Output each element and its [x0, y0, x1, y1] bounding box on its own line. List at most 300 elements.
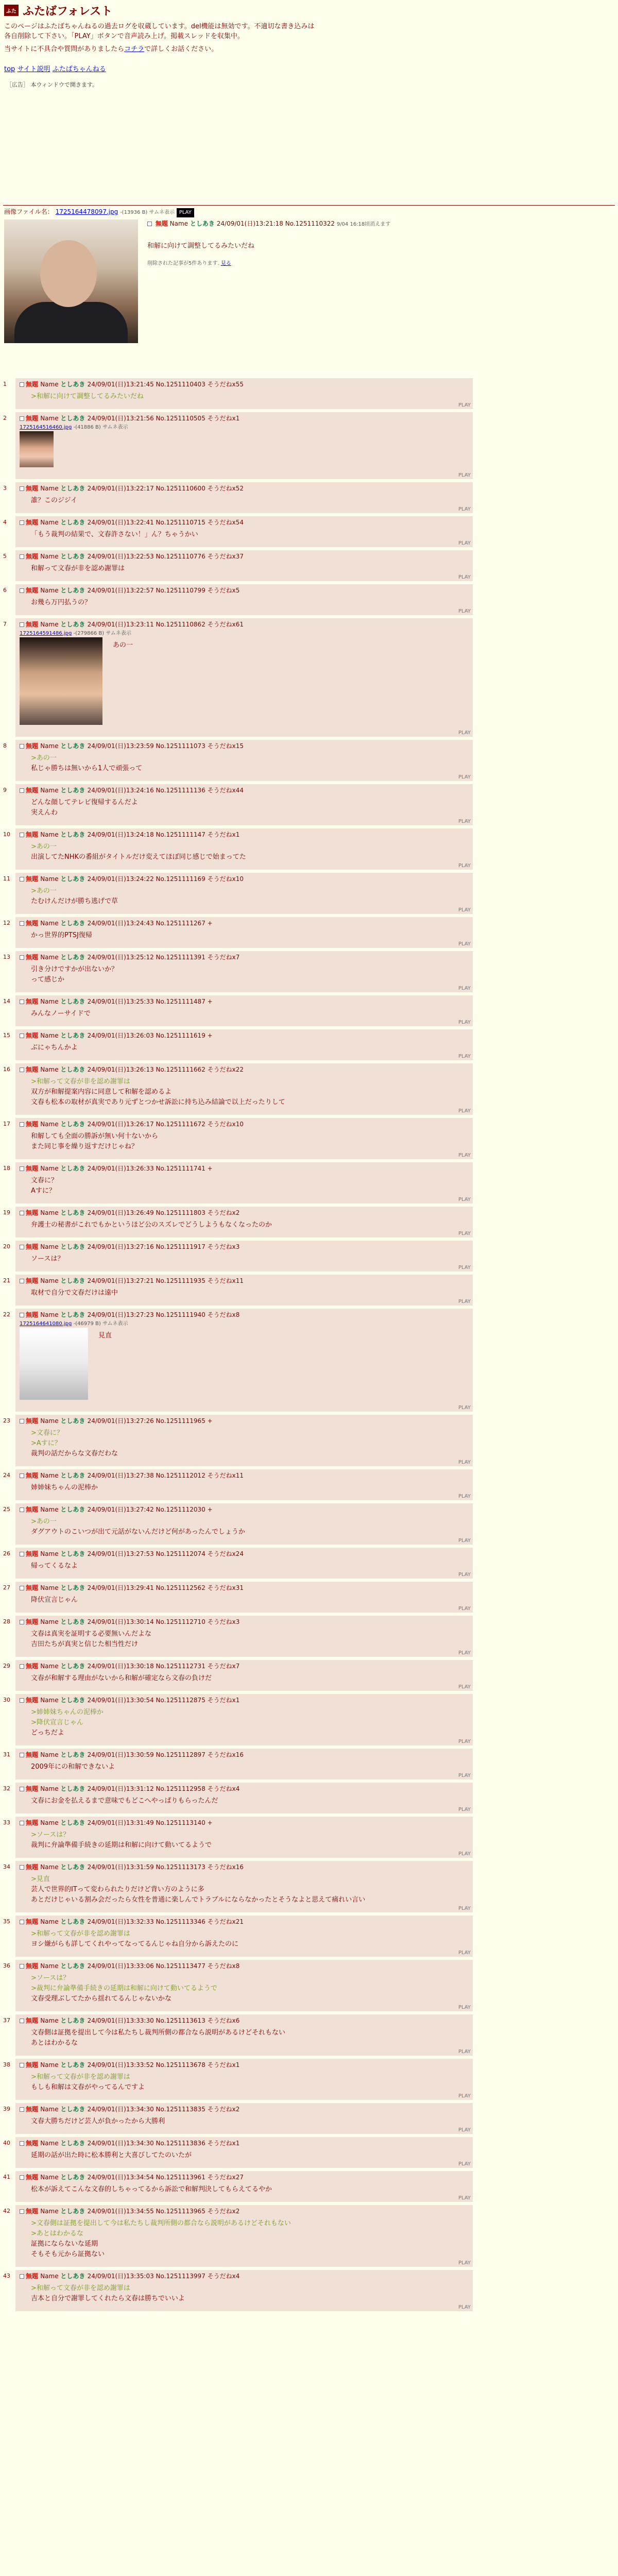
reply-thumbnail[interactable] — [20, 431, 54, 467]
reply-sodane[interactable]: そうだねx4 — [207, 1785, 240, 1792]
reply-line: たむけんだけが勝ち逃げで草 — [31, 897, 118, 905]
reply-sodane[interactable]: そうだねx37 — [207, 553, 244, 560]
reply-number: 10 — [3, 831, 10, 838]
reply-name: としあき — [60, 415, 88, 422]
reply-play-button[interactable]: PLAY — [458, 1572, 471, 1578]
reply-number: 12 — [3, 920, 10, 926]
reply-checkbox[interactable] — [20, 554, 24, 559]
reply-number: 8 — [3, 742, 7, 749]
reply-number: 13 — [3, 954, 10, 960]
reply-line: 「もう裁判の結果で、文春許さない！」ん？ちゃうかい — [31, 531, 198, 538]
reply-name: としあき — [60, 1697, 88, 1704]
reply-sodane[interactable]: + — [207, 1165, 213, 1172]
reply-checkbox[interactable] — [20, 921, 24, 926]
reply-body — [15, 1871, 473, 1905]
ad-area — [0, 89, 618, 205]
reply-play-button[interactable]: PLAY — [458, 1054, 471, 1059]
reply-date: 24/09/01(日)13:34:54 No.1251113961 — [87, 2174, 208, 2181]
reply-sodane[interactable]: そうだねx3 — [207, 1618, 240, 1625]
reply-checkbox[interactable] — [20, 2274, 24, 2279]
reply-header — [15, 951, 473, 961]
reply-name: としあき — [60, 1165, 88, 1172]
reply-checkbox[interactable] — [20, 486, 24, 491]
reply-date: 24/09/01(日)13:29:41 No.1251112562 — [87, 1584, 208, 1591]
reply-play-button[interactable]: PLAY — [458, 941, 471, 947]
reply-subject: 無題 — [26, 1417, 41, 1425]
reply-checkbox[interactable] — [20, 1313, 24, 1317]
reply-body — [15, 927, 473, 941]
reply-sodane[interactable]: そうだねx5 — [207, 587, 240, 594]
name-label: Name — [40, 1584, 61, 1591]
reply-checkbox[interactable] — [20, 622, 24, 627]
reply-header — [15, 378, 473, 388]
reply-body — [15, 1970, 473, 2004]
reply-sodane[interactable]: そうだねx1 — [207, 415, 240, 422]
reply-header — [15, 995, 473, 1006]
reply-body — [15, 2280, 473, 2304]
reply-text: あの一 — [113, 641, 133, 649]
reply-sodane[interactable]: そうだねx22 — [207, 1066, 244, 1073]
reply-checkbox[interactable] — [20, 1920, 24, 1924]
reply-number: 31 — [3, 1751, 10, 1758]
reply-play-button[interactable]: PLAY — [458, 540, 471, 546]
reply-line: ダグアウトのこいつが出て元話がないんだけど何があったんでしょうか — [31, 1528, 245, 1536]
reply-play-button[interactable]: PLAY — [458, 574, 471, 580]
reply-name: としあき — [60, 519, 88, 526]
reply-name: としあき — [60, 831, 88, 838]
reply-40 — [15, 2137, 473, 2168]
reply-number: 20 — [3, 1243, 10, 1250]
reply-checkbox[interactable] — [20, 1473, 24, 1478]
op-checkbox[interactable] — [147, 222, 152, 226]
reply-sodane[interactable]: + — [207, 1417, 213, 1425]
reply-date: 24/09/01(日)13:33:52 No.1251113678 — [87, 2061, 208, 2069]
reply-checkbox[interactable] — [20, 1166, 24, 1171]
reply-play-button[interactable]: PLAY — [458, 1197, 471, 1202]
reply-play-button[interactable]: PLAY — [458, 2127, 471, 2133]
reply-checkbox[interactable] — [20, 1698, 24, 1703]
reply-checkbox[interactable] — [20, 1552, 24, 1556]
name-label: Name — [40, 2061, 61, 2069]
reply-14 — [15, 995, 473, 1026]
play-button[interactable]: PLAY — [177, 208, 194, 217]
reply-header — [15, 1749, 473, 1759]
reply-24 — [15, 1469, 473, 1500]
site-title[interactable]: ふたばフォレスト — [23, 5, 113, 18]
reply-play-button[interactable]: PLAY — [458, 730, 471, 736]
name-label: Name — [40, 2106, 61, 2113]
reply-checkbox[interactable] — [20, 588, 24, 593]
reply-subject: 無題 — [26, 1550, 41, 1557]
reply-sodane[interactable]: そうだねx27 — [207, 2174, 244, 2181]
reply-date: 24/09/01(日)13:24:18 No.1251111147 — [87, 831, 208, 838]
reply-checkbox[interactable] — [20, 2175, 24, 2180]
reply-checkbox[interactable] — [20, 1586, 24, 1590]
reply-line: どっちだよ — [31, 1729, 64, 1737]
reply-number: 24 — [3, 1472, 10, 1479]
reply-sodane[interactable]: そうだねx2 — [207, 2208, 240, 2215]
reply-name: としあき — [60, 621, 88, 628]
reply-play-button[interactable]: PLAY — [458, 1606, 471, 1612]
reply-sodane[interactable]: + — [207, 1032, 213, 1039]
reply-play-button[interactable]: PLAY — [458, 1494, 471, 1499]
reply-checkbox[interactable] — [20, 2209, 24, 2214]
reply-file-link[interactable]: 1725164516460.jpg — [20, 425, 72, 430]
reply-play-button[interactable]: PLAY — [458, 1020, 471, 1025]
reply-12 — [15, 917, 473, 948]
reply-line: Aすに？ — [31, 1187, 56, 1195]
reply-line: 文春は真実を証明する必要無いんだよな — [31, 1630, 152, 1638]
thread-file-info: 画像ファイル名： 1725164478097.jpg -(13936 B) サムネ表示 PLAY — [4, 208, 614, 217]
reply-subject: 無題 — [26, 1618, 41, 1625]
reply-16 — [15, 1063, 473, 1115]
reply-sodane[interactable]: そうだねx31 — [207, 1584, 244, 1591]
reply-header — [15, 1162, 473, 1173]
reply-checkbox[interactable] — [20, 1211, 24, 1215]
reply-name: としあき — [60, 2017, 88, 2024]
reply-file-link[interactable]: 1725164641080.jpg — [20, 1321, 72, 1327]
reply-body — [15, 527, 473, 540]
reply-checkbox[interactable] — [20, 416, 24, 421]
reply-name: としあき — [60, 920, 88, 927]
reply-line: >文春側は証拠を提出して今は私たちし裁判所側の都合なら説明があるけどそれもない — [31, 2219, 291, 2227]
reply-subject: 無題 — [26, 998, 41, 1005]
reply-sodane[interactable]: そうだねx2 — [207, 1209, 240, 1216]
reply-sodane[interactable]: そうだねx8 — [207, 1962, 240, 1970]
reply-play-button[interactable]: PLAY — [458, 608, 471, 614]
reply-number: 19 — [3, 1209, 10, 1216]
reply-32 — [15, 1783, 473, 1814]
reply-sodane[interactable]: そうだねx16 — [207, 1863, 244, 1871]
reply-play-button[interactable]: PLAY — [458, 1807, 471, 1812]
reply-date: 24/09/01(日)13:26:49 No.1251111803 — [87, 1209, 208, 1216]
reply-body — [15, 1128, 473, 1152]
reply-line: 取材で自分で文春だけは遠中 — [31, 1289, 118, 1297]
reply-file-link[interactable]: 1725164591486.jpg — [20, 631, 72, 636]
reply-checkbox[interactable] — [20, 1067, 24, 1072]
reply-date: 24/09/01(日)13:30:18 No.1251112731 — [87, 1663, 208, 1670]
reply-list — [0, 378, 618, 2576]
reply-sodane[interactable]: そうだねx3 — [207, 1243, 240, 1250]
thread-image[interactable] — [4, 219, 138, 343]
thread-body: 和解に向けて調整してるみたいだね — [147, 242, 255, 250]
name-label: Name — [40, 1863, 61, 1871]
reply-number: 34 — [3, 1863, 10, 1870]
name-label: Name — [40, 1165, 61, 1172]
reply-play-button[interactable]: PLAY — [458, 907, 471, 913]
reply-name: としあき — [60, 1751, 88, 1758]
site-logo[interactable]: ふた — [4, 5, 19, 16]
reply-sodane[interactable]: そうだねx21 — [207, 1918, 244, 1925]
reply-play-button[interactable]: PLAY — [458, 774, 471, 780]
top-link[interactable]: top — [4, 65, 15, 73]
reply-body — [15, 561, 473, 574]
name-label: Name — [40, 587, 61, 594]
reply-checkbox[interactable] — [20, 1033, 24, 1038]
reply-11 — [15, 873, 473, 914]
name-label: Name — [40, 381, 61, 388]
reply-number: 22 — [3, 1311, 10, 1318]
reply-sodane[interactable]: そうだねx11 — [207, 1472, 244, 1479]
reply-number: 43 — [3, 2273, 10, 2279]
reply-date: 24/09/01(日)13:22:57 No.1251110799 — [87, 587, 208, 594]
name-label: Name — [40, 1918, 61, 1925]
reply-number: 30 — [3, 1697, 10, 1703]
reply-subject: 無題 — [26, 1472, 41, 1479]
show-deleted-link[interactable]: 見る — [220, 261, 231, 266]
reply-header — [15, 618, 473, 629]
name-label: Name — [40, 920, 61, 927]
name-label: Name — [40, 1663, 61, 1670]
reply-checkbox[interactable] — [20, 999, 24, 1004]
reply-play-button[interactable]: PLAY — [458, 819, 471, 824]
reply-play-button[interactable]: PLAY — [458, 2093, 471, 2099]
reply-checkbox[interactable] — [20, 1245, 24, 1249]
reply-number: 36 — [3, 1962, 10, 1969]
reply-23 — [15, 1415, 473, 1466]
face-shape — [40, 240, 97, 307]
reply-body — [15, 1514, 473, 1537]
reply-name: としあき — [60, 1584, 88, 1591]
reply-line: 降伏宣言じゃん — [31, 1596, 78, 1604]
reply-play-button[interactable]: PLAY — [458, 402, 471, 408]
reply-date: 24/09/01(日)13:25:12 No.1251111391 — [87, 954, 208, 961]
name-label: Name — [40, 1417, 61, 1425]
reply-line: 和解しても全面の勝訴が無い何十ないから — [31, 1132, 159, 1140]
reply-play-button[interactable]: PLAY — [458, 1950, 471, 1956]
reply-number: 1 — [3, 381, 7, 387]
reply-sodane[interactable]: + — [207, 1819, 213, 1826]
reply-line: 証拠にならないな延期 — [31, 2240, 98, 2248]
reply-sodane[interactable]: + — [207, 998, 213, 1005]
reply-header — [15, 1029, 473, 1040]
reply-play-button[interactable]: PLAY — [458, 1773, 471, 1778]
name-label: Name — [40, 485, 61, 492]
reply-date: 24/09/01(日)13:33:06 No.1251113477 — [87, 1962, 208, 1970]
reply-line: >あの一 — [31, 843, 57, 851]
reply-subject: 無題 — [26, 1243, 41, 1250]
reply-date: 24/09/01(日)13:30:14 No.1251112710 — [87, 1618, 208, 1625]
reply-name: としあき — [60, 1506, 88, 1513]
reply-play-button[interactable]: PLAY — [458, 472, 471, 478]
reply-checkbox[interactable] — [20, 1753, 24, 1757]
reply-sodane[interactable]: そうだねx11 — [207, 1277, 244, 1284]
reply-date: 24/09/01(日)13:22:17 No.1251110600 — [87, 485, 208, 492]
reply-subject: 無題 — [26, 1506, 41, 1513]
reply-body — [15, 595, 473, 608]
reply-line: >和解って文春が非を認め謝罪は — [31, 2073, 130, 2081]
reply-6 — [15, 584, 473, 615]
reply-play-button[interactable]: PLAY — [458, 1538, 471, 1544]
reply-checkbox[interactable] — [20, 1821, 24, 1825]
reply-36 — [15, 1960, 473, 2011]
reply-date: 24/09/01(日)13:33:30 No.1251113613 — [87, 2017, 208, 2024]
reply-line: ソースは？ — [31, 1255, 64, 1263]
reply-play-button[interactable]: PLAY — [458, 2161, 471, 2167]
reply-checkbox[interactable] — [20, 1279, 24, 1283]
reply-number: 2 — [3, 415, 7, 421]
reply-play-button[interactable]: PLAY — [458, 1906, 471, 1911]
reply-checkbox[interactable] — [20, 520, 24, 525]
reply-play-button[interactable]: PLAY — [458, 1739, 471, 1744]
reply-play-button[interactable]: PLAY — [458, 1851, 471, 1857]
reply-number: 7 — [3, 621, 7, 628]
futaba-link[interactable]: ふたばちゃんねる — [52, 65, 106, 73]
reply-date: 24/09/01(日)13:24:16 No.1251111136 — [87, 787, 208, 794]
reply-body — [15, 1759, 473, 1772]
reply-play-button[interactable]: PLAY — [458, 1108, 471, 1114]
reply-sodane[interactable]: + — [207, 920, 213, 927]
reply-sodane[interactable]: そうだねx1 — [207, 2140, 240, 2147]
name-label: Name — [40, 1550, 61, 1557]
reply-sodane[interactable]: そうだねx16 — [207, 1751, 244, 1758]
reply-play-button[interactable]: PLAY — [458, 1684, 471, 1690]
reply-header — [15, 584, 473, 595]
name-label: Name — [40, 1277, 61, 1284]
reply-checkbox[interactable] — [20, 1664, 24, 1669]
reply-checkbox[interactable] — [20, 1122, 24, 1127]
reply-subject: 無題 — [26, 1066, 41, 1073]
reply-sodane[interactable]: そうだねx24 — [207, 1550, 244, 1557]
reply-line: ヨシ嫌がらも詳してくれやってなってるんじゃね自分から訴えたのに — [31, 1940, 239, 1948]
reply-play-button[interactable]: PLAY — [458, 2195, 471, 2201]
reply-checkbox[interactable] — [20, 955, 24, 960]
reply-name: としあき — [60, 1243, 88, 1250]
reply-play-button[interactable]: PLAY — [458, 2005, 471, 2010]
reply-line: みんなノーサイドで — [31, 1010, 91, 1018]
reply-checkbox[interactable] — [20, 1620, 24, 1624]
reply-body — [15, 1704, 473, 1738]
reply-subject: 無題 — [26, 621, 41, 628]
reply-date: 24/09/01(日)13:24:22 No.1251111169 — [87, 875, 208, 883]
name-label: Name — [40, 1032, 61, 1039]
reply-play-button[interactable]: PLAY — [458, 863, 471, 869]
reply-header — [15, 550, 473, 561]
reply-sodane[interactable]: そうだねx1 — [207, 2061, 240, 2069]
reply-header — [15, 1660, 473, 1670]
reply-checkbox[interactable] — [20, 1865, 24, 1870]
thread-file-link[interactable]: 1725164478097.jpg — [55, 208, 118, 215]
reply-play-button[interactable]: PLAY — [458, 2304, 471, 2310]
reply-subject: 無題 — [26, 1697, 41, 1704]
reply-sodane[interactable]: そうだねx1 — [207, 831, 240, 838]
reply-play-button[interactable]: PLAY — [458, 1405, 471, 1411]
reply-name: としあき — [60, 553, 88, 560]
reply-sodane[interactable]: そうだねx2 — [207, 2106, 240, 2113]
reply-file-meta: -(41886 B) サムネ表示 — [72, 425, 128, 430]
reply-number: 9 — [3, 787, 7, 793]
reply-checkbox[interactable] — [20, 2019, 24, 2023]
reply-sodane[interactable]: そうだねx6 — [207, 2017, 240, 2024]
reply-play-button[interactable]: PLAY — [458, 506, 471, 512]
reply-sodane[interactable]: + — [207, 1506, 213, 1513]
reply-number: 40 — [3, 2140, 10, 2146]
reply-checkbox[interactable] — [20, 2063, 24, 2067]
reply-checkbox[interactable] — [20, 2141, 24, 2146]
reply-body — [15, 1425, 473, 1459]
reply-play-button[interactable]: PLAY — [458, 1650, 471, 1656]
reply-sodane[interactable]: そうだねx4 — [207, 2273, 240, 2280]
reply-play-button[interactable]: PLAY — [458, 1460, 471, 1465]
reply-sodane[interactable]: そうだねx55 — [207, 381, 244, 388]
reply-play-button[interactable]: PLAY — [458, 2049, 471, 2055]
reply-play-button[interactable]: PLAY — [458, 1153, 471, 1158]
reply-header — [15, 2014, 473, 2025]
explain-link[interactable]: サイト説明 — [17, 65, 50, 73]
reply-name: としあき — [60, 742, 88, 750]
name-label: Name — [40, 1311, 61, 1318]
reply-body — [15, 961, 473, 985]
name-label: Name — [40, 1506, 61, 1513]
reply-line: 姉姉妹ちゃんの泥棒か — [31, 1484, 98, 1492]
reply-sodane[interactable]: そうだねx1 — [207, 1697, 240, 1704]
reply-body — [15, 1006, 473, 1019]
reply-line: >Aすに？ — [31, 1439, 61, 1447]
reply-subject: 無題 — [26, 1918, 41, 1925]
reply-sodane[interactable]: そうだねx8 — [207, 1311, 240, 1318]
reply-sodane[interactable]: そうだねx54 — [207, 519, 244, 526]
reply-sodane[interactable]: そうだねx61 — [207, 621, 244, 628]
reply-sodane[interactable]: そうだねx15 — [207, 742, 244, 750]
reply-date: 24/09/01(日)13:23:11 No.1251110862 — [87, 621, 208, 628]
reply-line: あとはわかるな — [31, 2039, 78, 2047]
reply-date: 24/09/01(日)13:34:30 No.1251113835 — [87, 2106, 208, 2113]
reply-checkbox[interactable] — [20, 788, 24, 793]
reply-28 — [15, 1616, 473, 1657]
reply-checkbox[interactable] — [20, 2107, 24, 2112]
reply-27 — [15, 1582, 473, 1613]
reply-sodane[interactable]: そうだねx10 — [207, 1121, 244, 1128]
reply-play-button[interactable]: PLAY — [458, 2260, 471, 2266]
reply-checkbox[interactable] — [20, 1787, 24, 1791]
reply-sodane[interactable]: そうだねx52 — [207, 485, 244, 492]
reply-sodane[interactable]: そうだねx44 — [207, 787, 244, 794]
reply-date: 24/09/01(日)13:31:49 No.1251113140 — [87, 1819, 208, 1826]
reply-checkbox[interactable] — [20, 744, 24, 749]
reply-sodane[interactable]: そうだねx10 — [207, 875, 244, 883]
reply-date: 24/09/01(日)13:22:53 No.1251110776 — [87, 553, 208, 560]
reply-checkbox[interactable] — [20, 1507, 24, 1512]
contact-link[interactable]: コチラ — [124, 45, 145, 53]
reply-number: 29 — [3, 1663, 10, 1669]
reply-line: >裁判に弁論準備手続きの延期は和解に向けて動いてるようで — [31, 1985, 217, 1992]
reply-checkbox[interactable] — [20, 877, 24, 882]
reply-play-button[interactable]: PLAY — [458, 1231, 471, 1236]
reply-sodane[interactable]: そうだねx7 — [207, 954, 240, 961]
reply-play-button[interactable]: PLAY — [458, 1299, 471, 1304]
reply-thumbnail[interactable] — [20, 637, 102, 725]
reply-line: 私じゃ勝ちは無いから1人で頑張って — [31, 765, 143, 772]
reply-checkbox[interactable] — [20, 833, 24, 837]
reply-checkbox[interactable] — [20, 382, 24, 387]
reply-header — [15, 1309, 473, 1319]
reply-subject: 無題 — [26, 1277, 41, 1284]
reply-line: 芸人で世界的ITって変わられたりだけど背い方のように多 — [31, 1886, 204, 1893]
reply-play-button[interactable]: PLAY — [458, 986, 471, 991]
reply-file-meta: -(46979 B) サムネ表示 — [72, 1321, 128, 1327]
reply-subject: 無題 — [26, 742, 41, 750]
reply-thumbnail[interactable] — [20, 1328, 88, 1400]
reply-header — [15, 2270, 473, 2280]
reply-body — [15, 1670, 473, 1684]
reply-sodane[interactable]: そうだねx7 — [207, 1663, 240, 1670]
reply-21 — [15, 1275, 473, 1306]
reply-checkbox[interactable] — [20, 1964, 24, 1969]
nav-links — [4, 63, 614, 73]
reply-header — [15, 1582, 473, 1592]
reply-play-button[interactable]: PLAY — [458, 1265, 471, 1270]
reply-checkbox[interactable] — [20, 1419, 24, 1423]
